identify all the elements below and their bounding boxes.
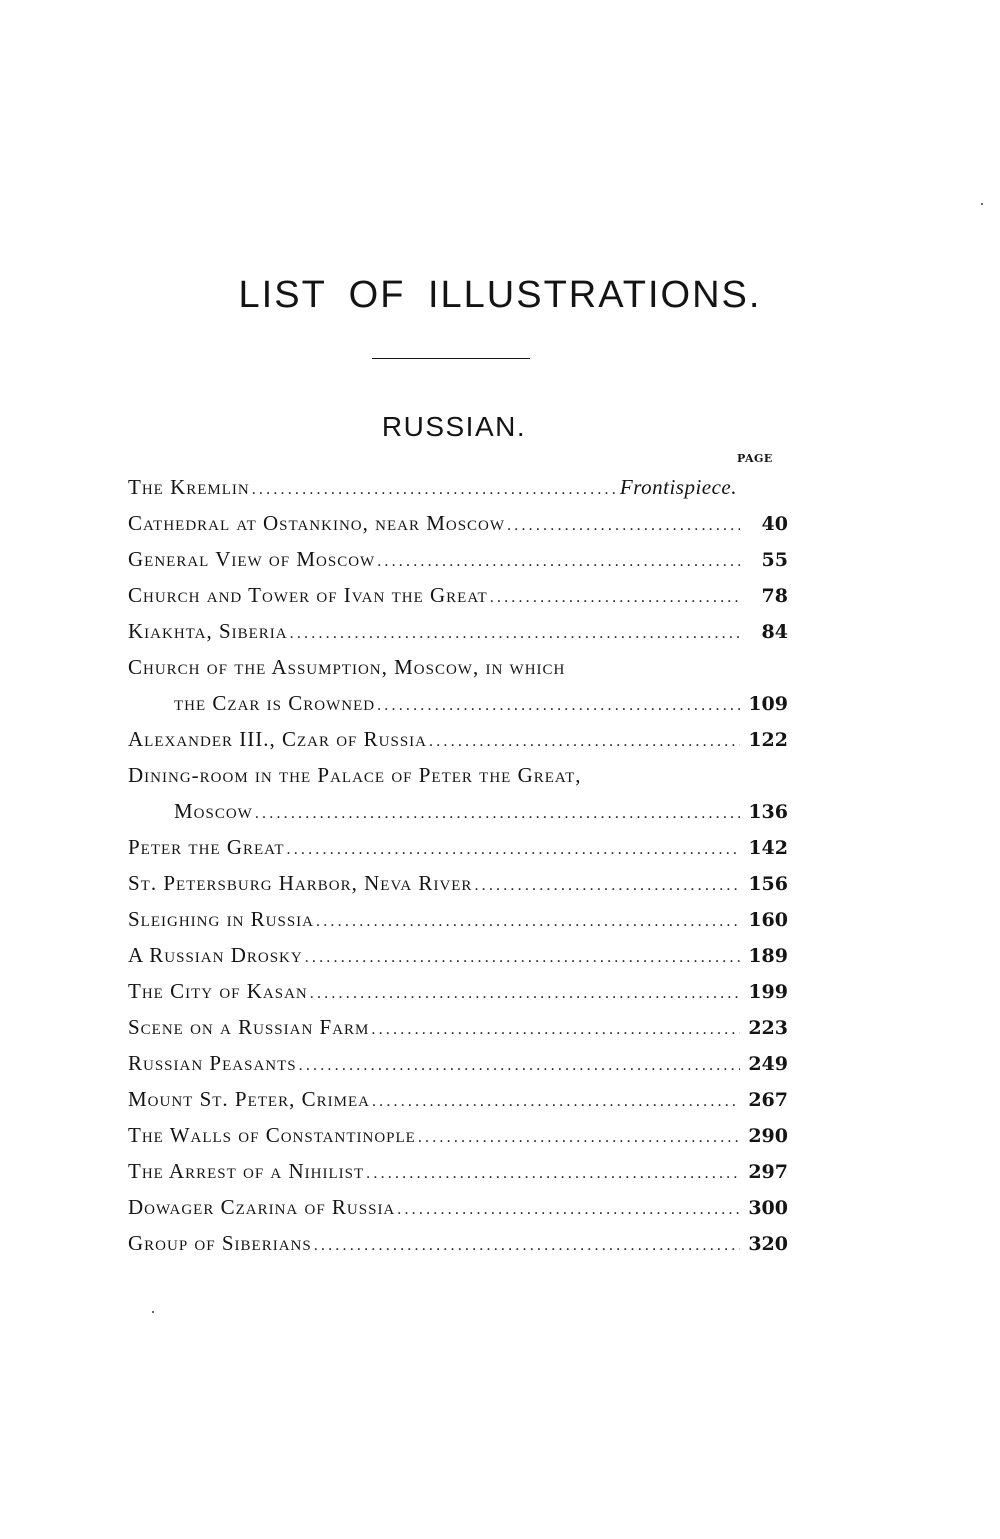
entry-page: 55 — [761, 549, 788, 571]
dot-leader — [371, 1012, 740, 1048]
dot-leader — [507, 508, 740, 544]
title-divider — [372, 358, 530, 359]
entry-title: The City of Kasan — [128, 979, 308, 1003]
list-item — [128, 469, 788, 505]
list-item — [128, 613, 788, 649]
dot-leader — [310, 976, 740, 1012]
entry-title: The Walls of Constantinople — [128, 1123, 416, 1147]
entry-page: 109 — [748, 693, 788, 715]
entry-title: Scene on a Russian Farm — [128, 1015, 370, 1039]
dot-leader — [305, 940, 740, 976]
list-item — [128, 757, 788, 793]
dot-leader — [299, 1048, 740, 1084]
entry-title: Cathedral at Ostankino, near Moscow — [128, 511, 506, 535]
entry-page: 40 — [761, 513, 788, 535]
entry-page: 84 — [761, 621, 788, 643]
dot-leader — [287, 832, 741, 868]
page-column-header: PAGE — [737, 452, 773, 465]
dot-leader — [418, 1120, 740, 1156]
entry-title: Dowager Czarina of Russia — [128, 1195, 396, 1219]
entry-page: 290 — [748, 1125, 788, 1147]
page-title: LIST OF ILLUSTRATIONS. — [238, 274, 762, 316]
list-item — [128, 1189, 788, 1225]
entry-title: Alexander III., Czar of Russia — [128, 727, 428, 751]
list-item — [128, 829, 788, 865]
list-item — [128, 973, 788, 1009]
section-heading: RUSSIAN. — [381, 411, 527, 442]
list-item-continuation — [128, 685, 788, 721]
list-item — [128, 901, 788, 937]
list-item — [128, 1081, 788, 1117]
entry-title-continuation: the Czar is Crowned — [174, 691, 376, 715]
entry-title: Russian Peasants — [128, 1051, 297, 1075]
entry-title: A Russian Drosky — [128, 943, 303, 967]
entry-title: Sleighing in Russia — [128, 907, 315, 931]
list-item — [128, 1153, 788, 1189]
entry-page: 156 — [748, 873, 788, 895]
entry-page: 78 — [761, 585, 788, 607]
entry-page: 122 — [748, 729, 788, 751]
dot-leader — [252, 472, 616, 508]
entry-title: Dining-room in the Palace of Peter the Great, — [128, 763, 582, 787]
entry-title: General View of Moscow — [128, 547, 376, 571]
entry-title: Peter the Great — [128, 835, 285, 859]
dot-leader — [314, 1228, 740, 1264]
entry-page: 249 — [748, 1053, 788, 1075]
list-item — [128, 1225, 788, 1261]
dot-leader — [255, 796, 740, 832]
entry-title: Group of Siberians — [128, 1231, 312, 1255]
list-item — [128, 577, 788, 613]
illustrations-list — [128, 469, 788, 1261]
dot-leader — [316, 904, 740, 940]
entry-page: 199 — [748, 981, 788, 1003]
print-speck — [981, 203, 983, 205]
entry-page: 160 — [748, 909, 788, 931]
dot-leader — [372, 1084, 740, 1120]
dot-leader — [290, 616, 740, 652]
dot-leader — [377, 544, 740, 580]
entry-page: 223 — [748, 1017, 788, 1039]
entry-title: Church of the Assumption, Moscow, in which — [128, 655, 566, 679]
entry-title: The Kremlin — [128, 475, 250, 499]
list-item — [128, 1045, 788, 1081]
print-speck — [152, 1311, 154, 1313]
list-item — [128, 649, 788, 685]
entry-page: 189 — [748, 945, 788, 967]
entry-page: 300 — [748, 1197, 788, 1219]
list-item-continuation — [128, 793, 788, 829]
dot-leader — [377, 688, 740, 724]
list-item — [128, 505, 788, 541]
dot-leader — [490, 580, 740, 616]
entry-page: 142 — [748, 837, 788, 859]
entry-title-continuation: Moscow — [174, 799, 253, 823]
entry-title: St. Petersburg Harbor, Neva River — [128, 871, 473, 895]
list-item — [128, 541, 788, 577]
list-item — [128, 721, 788, 757]
list-item — [128, 865, 788, 901]
entry-page: 320 — [748, 1233, 788, 1255]
entry-title: The Arrest of a Nihilist — [128, 1159, 365, 1183]
dot-leader — [429, 724, 740, 760]
entry-title: Mount St. Peter, Crimea — [128, 1087, 370, 1111]
entry-page: 297 — [748, 1161, 788, 1183]
dot-leader — [366, 1156, 740, 1192]
dot-leader — [397, 1192, 740, 1228]
entry-title: Church and Tower of Ivan the Great — [128, 583, 488, 607]
list-item — [128, 1009, 788, 1045]
entry-title: Kiakhta, Siberia — [128, 619, 288, 643]
list-item — [128, 1117, 788, 1153]
dot-leader — [474, 868, 740, 904]
entry-page: 136 — [748, 801, 788, 823]
entry-page: 267 — [748, 1089, 788, 1111]
entry-page: Frontispiece. — [619, 475, 737, 499]
list-item — [128, 937, 788, 973]
